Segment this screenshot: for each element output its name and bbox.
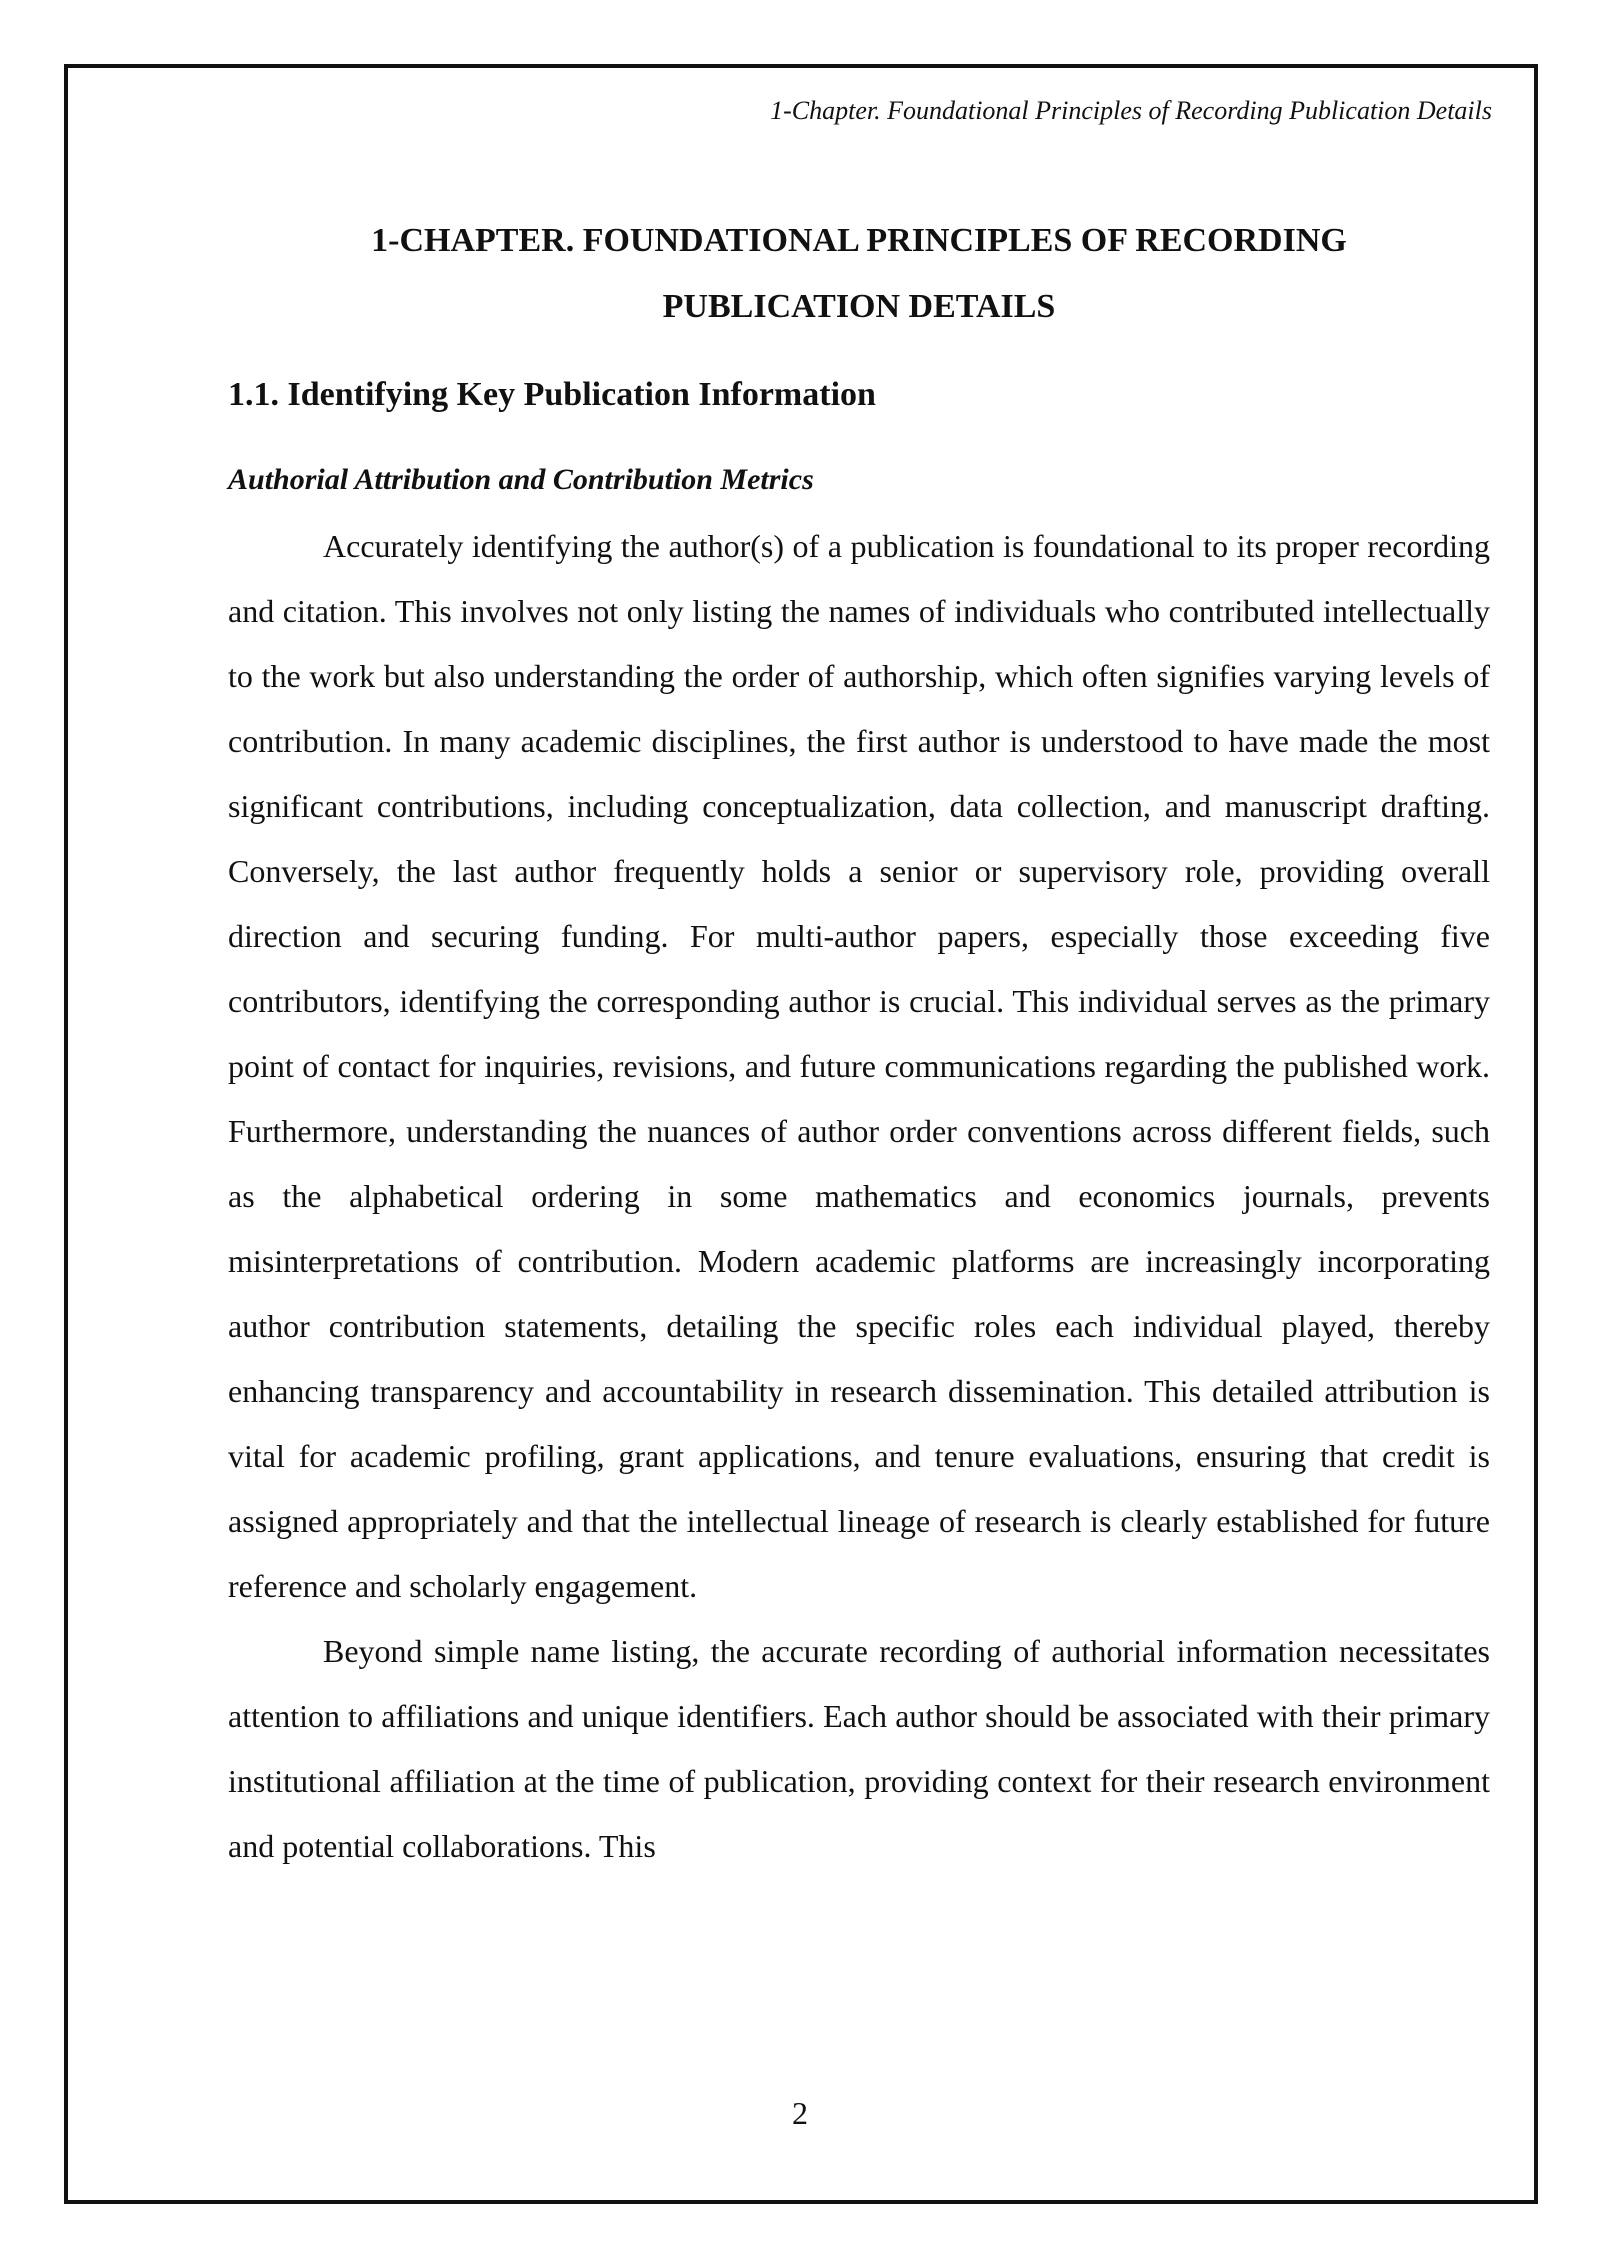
running-header: 1-Chapter. Foundational Principles of Recording Publication Details bbox=[770, 96, 1492, 125]
subsection-heading: Authorial Attribution and Contribution Metrics bbox=[228, 463, 814, 496]
chapter-title-line-2: PUBLICATION DETAILS bbox=[662, 288, 1056, 325]
body-paragraph-1: Accurately identifying the author(s) of a publication is foundational to its proper recording and citation. This involves not only listing the names of individuals who contributed intellectually to the work but also understanding the order of authorship, which often signifies varying levels of contribution. In many academic disciplines, the first author is understood to have made the most significant contributions, including conceptualization, data collection, and manuscript drafting. Conversely, the last author frequently holds a senior or supervisory role, providing overall direction and securing funding. For multi-author papers, especially those exceeding five contributors, identifying the corresponding author is crucial. This individual serves as the primary point of contact for inquiries, revisions, and future communications regarding the published work. Furthermore, understanding the nuances of author order conventions across different fields, such as the alphabetical ordering in some mathematics and economics journals, prevents misinterpretations of contribution. Modern academic platforms are increasingly incorporating author contribution statements, detailing the specific roles each individual played, thereby enhancing transparency and accountability in research dissemination. This detailed attribution is vital for academic profiling, grant applications, and tenure evaluations, ensuring that credit is assigned appropriately and that the intellectual lineage of research is clearly established for future reference and scholarly engagement. bbox=[228, 528, 1490, 1604]
chapter-title-line-1: 1-CHAPTER. FOUNDATIONAL PRINCIPLES OF RECORDING bbox=[371, 222, 1347, 259]
section-heading: 1.1. Identifying Key Publication Information bbox=[228, 376, 876, 413]
page-content bbox=[228, 208, 1490, 1879]
page-number: 2 bbox=[792, 2095, 808, 2131]
chapter-title bbox=[228, 208, 1490, 340]
body-paragraph-2: Beyond simple name listing, the accurate recording of authorial information necessitates attention to affiliations and unique identifiers. Each author should be associated with their primary institutional affiliation at the time of publication, providing context for their research environment and potential collaborations. This bbox=[228, 1633, 1490, 1864]
